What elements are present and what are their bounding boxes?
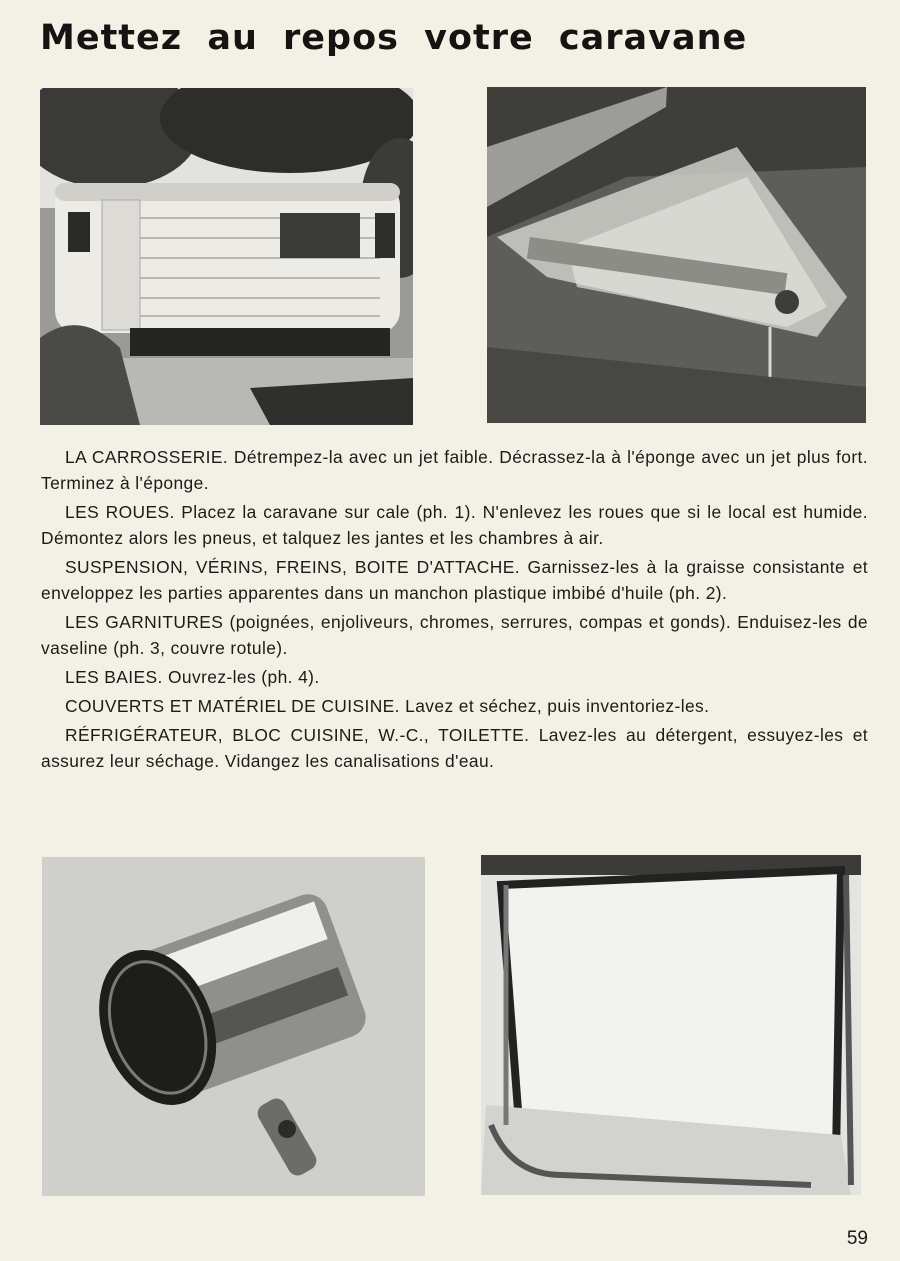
paragraph-body: Placez la caravane sur cale (ph. 1). N'enlevez les roues que si le local est humide. Démontez alors les pneus, et talquez les jantes et les chambres à air. xyxy=(41,502,868,548)
page-number: 59 xyxy=(846,1228,868,1249)
window-photo xyxy=(481,855,861,1195)
paragraph-suspension xyxy=(41,554,868,606)
chrome-cover-photo xyxy=(42,857,425,1196)
paragraph-couverts xyxy=(41,693,868,719)
paragraph-lead: LES ROUES. xyxy=(65,502,175,522)
paragraph-body: (poignées, enjoliveurs, chromes, serrures, compas et gonds). Enduisez-les de vaseline (ph. 3, couvre rotule). xyxy=(41,612,868,658)
paragraph-body: Garnissez-les à la graisse consistante et enveloppez les parties apparentes dans un manchon plastique imbibé d'huile (ph. 2). xyxy=(41,557,868,603)
paragraph-body: Détrempez-la avec un jet faible. Décrassez-la à l'éponge avec un jet plus fort. Terminez à l'éponge. xyxy=(41,447,868,493)
paragraph-garnitures xyxy=(41,609,868,661)
paragraph-roues xyxy=(41,499,868,551)
paragraph-lead: RÉFRIGÉRATEUR, BLOC CUISINE, W.-C., TOILETTE. xyxy=(65,725,530,745)
paragraph-body: Lavez et séchez, puis inventoriez-les. xyxy=(399,696,710,716)
paragraph-carrosserie xyxy=(41,444,868,496)
instructions-text xyxy=(41,444,868,777)
hitch-photo xyxy=(487,87,866,423)
paragraph-lead: COUVERTS ET MATÉRIEL DE CUISINE. xyxy=(65,696,400,716)
paragraph-refrigerateur xyxy=(41,722,868,774)
paragraph-body: Lavez-les au détergent, essuyez-les et assurez leur séchage. Vidangez les canalisations d'eau. xyxy=(41,725,869,771)
paragraph-body: Ouvrez-les (ph. 4). xyxy=(162,667,320,687)
page-title: Mettez au repos votre caravane xyxy=(40,18,748,58)
paragraph-lead: LA CARROSSERIE. xyxy=(65,447,229,467)
paragraph-lead: LES GARNITURES xyxy=(65,612,224,632)
paragraph-lead: SUSPENSION, VÉRINS, FREINS, BOITE D'ATTACHE. xyxy=(65,557,520,577)
caravan-photo xyxy=(40,88,413,425)
paragraph-lead: LES BAIES. xyxy=(65,667,163,687)
paragraph-baies xyxy=(41,664,868,690)
